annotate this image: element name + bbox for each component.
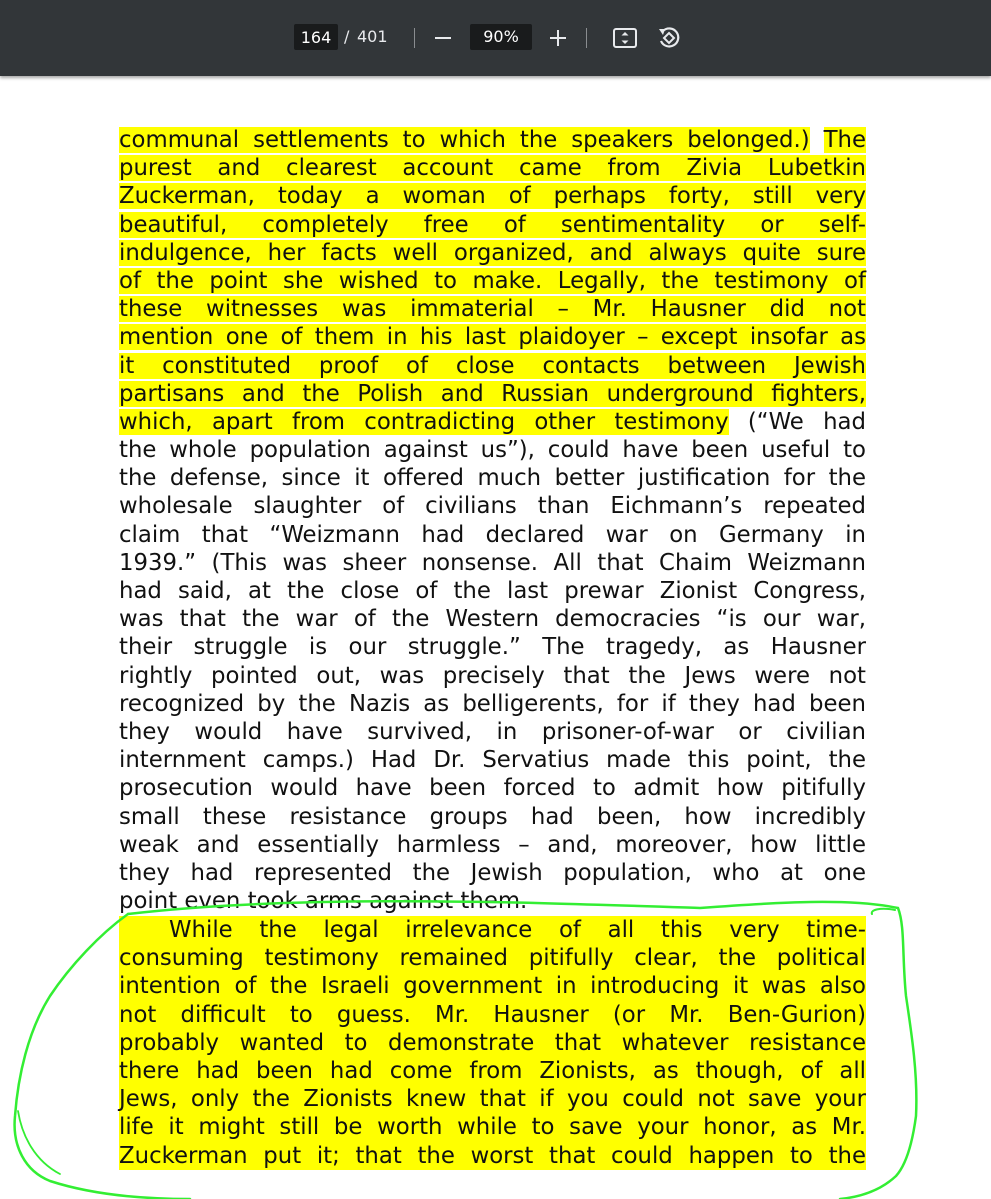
rotate-icon xyxy=(656,25,682,51)
text-segment: weak and essentially harmless – and, moreover, how little xyxy=(119,831,866,858)
text-segment: the whole population against us”), could have been useful to xyxy=(119,437,866,464)
text-line xyxy=(119,408,866,436)
highlighted-text: Zuckerman, today a woman of perhaps forty, still very xyxy=(119,183,866,210)
text-segment: was that the war of the Western democracies “is our war, xyxy=(119,606,866,633)
text-line xyxy=(119,605,866,633)
highlighted-text-line: Jews, only the Zionists knew that if you could not save your xyxy=(119,1086,866,1113)
highlighted-text-line: While the legal irrelevance of all this very time- xyxy=(119,916,866,944)
highlighted-text-line: not difficult to guess. Mr. Hausner (or Mr. Ben-Gurion) xyxy=(119,1001,866,1028)
highlighted-text: purest and clearest account came from Zivia Lubetkin xyxy=(119,155,866,182)
text-segment: rightly pointed out, was precisely that the Jews were not xyxy=(119,662,866,689)
minus-icon xyxy=(434,29,452,47)
page-separator: / xyxy=(344,27,350,46)
fit-to-page-icon xyxy=(612,27,638,49)
text-segment: had said, at the close of the last prewar Zionist Congress, xyxy=(119,578,866,604)
text-line xyxy=(119,859,866,887)
text-line xyxy=(119,323,866,351)
text-line xyxy=(119,267,866,295)
text-line xyxy=(119,126,866,154)
fit-to-page-button[interactable] xyxy=(609,22,641,54)
total-pages: 401 xyxy=(357,27,388,46)
text-segment: internment camps.) Had Dr. Servatius made this point, the xyxy=(119,747,866,774)
text-line xyxy=(119,662,866,690)
text-line xyxy=(119,887,866,915)
text-segment: claim that “Weizmann had declared war on Germany in xyxy=(119,521,866,548)
text-line xyxy=(119,182,866,210)
text-line xyxy=(119,295,866,323)
highlighted-text-line: probably wanted to demonstrate that whatever resistance xyxy=(119,1029,866,1056)
highlighted-text: communal settlements to which the speakers belonged.) xyxy=(119,127,810,153)
text-segment: recognized by the Nazis as belligerents, for if they had been xyxy=(119,690,866,717)
text-line xyxy=(119,549,866,577)
text-line xyxy=(119,746,866,774)
text-line xyxy=(119,577,866,605)
text-line xyxy=(119,211,866,239)
text-segment: they would have survived, in prisoner-of-war or civilian xyxy=(119,718,866,745)
rotate-button[interactable] xyxy=(653,22,685,54)
text-line xyxy=(119,521,866,549)
text-line xyxy=(119,492,866,520)
text-segment: small these resistance groups had been, how incredibly xyxy=(119,803,866,830)
plus-icon xyxy=(549,29,567,47)
text-line xyxy=(119,803,866,831)
highlighted-text: partisans and the Polish and Russian underground fighters, xyxy=(119,380,866,407)
highlighted-text: mention one of them in his last plaidoyer – except insofar as xyxy=(119,324,866,351)
highlighted-text: of the point she wished to make. Legally, the testimony of xyxy=(119,267,866,294)
pdf-toolbar xyxy=(0,0,991,76)
toolbar-divider xyxy=(586,28,587,48)
highlighted-text-line: life it might still be worth while to save your honor, as Mr. xyxy=(119,1114,866,1141)
text-segment: 1939.” (This was sheer nonsense. All that Chaim Weizmann xyxy=(119,549,866,576)
zoom-out-button[interactable] xyxy=(427,22,459,54)
text-line xyxy=(119,239,866,267)
text-line xyxy=(119,464,866,492)
text-line xyxy=(119,380,866,408)
text-line xyxy=(119,831,866,859)
highlighted-text: which, apart from contradicting other testimony xyxy=(119,408,729,435)
text-line xyxy=(119,154,866,182)
text-segment: point even took arms against them. xyxy=(119,888,528,915)
text-line xyxy=(119,352,866,380)
highlighted-text-line: consuming testimony remained pitifully clear, the political xyxy=(119,945,866,972)
pdf-page xyxy=(0,76,991,1199)
paragraph-1 xyxy=(119,126,866,915)
text-line xyxy=(119,633,866,661)
highlighted-text-line: Zuckerman put it; that the worst that could happen to the xyxy=(119,1142,866,1169)
text-segment: they had represented the Jewish population, who at one xyxy=(119,859,866,886)
text-line xyxy=(119,436,866,464)
highlighted-text: beautiful, completely free of sentimentality or self- xyxy=(119,211,866,238)
page-number-input[interactable] xyxy=(294,24,338,50)
highlighted-text: it constituted proof of close contacts between Jewish xyxy=(119,352,866,379)
highlighted-text: these witnesses was immaterial – Mr. Hausner did not xyxy=(119,296,866,323)
zoom-in-button[interactable] xyxy=(542,22,574,54)
highlighted-text-line: intention of the Israeli government in introducing it was also xyxy=(119,973,866,1000)
text-segment: wholesale slaughter of civilians than Eichmann’s repeated xyxy=(119,493,866,520)
zoom-level-input[interactable]: 90% xyxy=(470,24,532,50)
text-segment: prosecution would have been forced to admit how pitifully xyxy=(119,775,866,802)
text-segment: (“We had xyxy=(747,408,866,435)
paragraph-2 xyxy=(119,916,866,1170)
text-line xyxy=(119,774,866,802)
highlighted-text: The xyxy=(823,127,866,153)
text-line xyxy=(119,718,866,746)
highlighted-text-line: there had been had come from Zionists, as though, of all xyxy=(119,1057,866,1084)
text-segment: their struggle is our struggle.” The tragedy, as Hausner xyxy=(119,634,866,661)
text-line xyxy=(119,690,866,718)
toolbar-divider xyxy=(414,28,415,48)
highlighted-text: indulgence, her facts well organized, and always quite sure xyxy=(119,239,866,266)
text-segment: the defense, since it offered much better justification for the xyxy=(119,465,866,492)
